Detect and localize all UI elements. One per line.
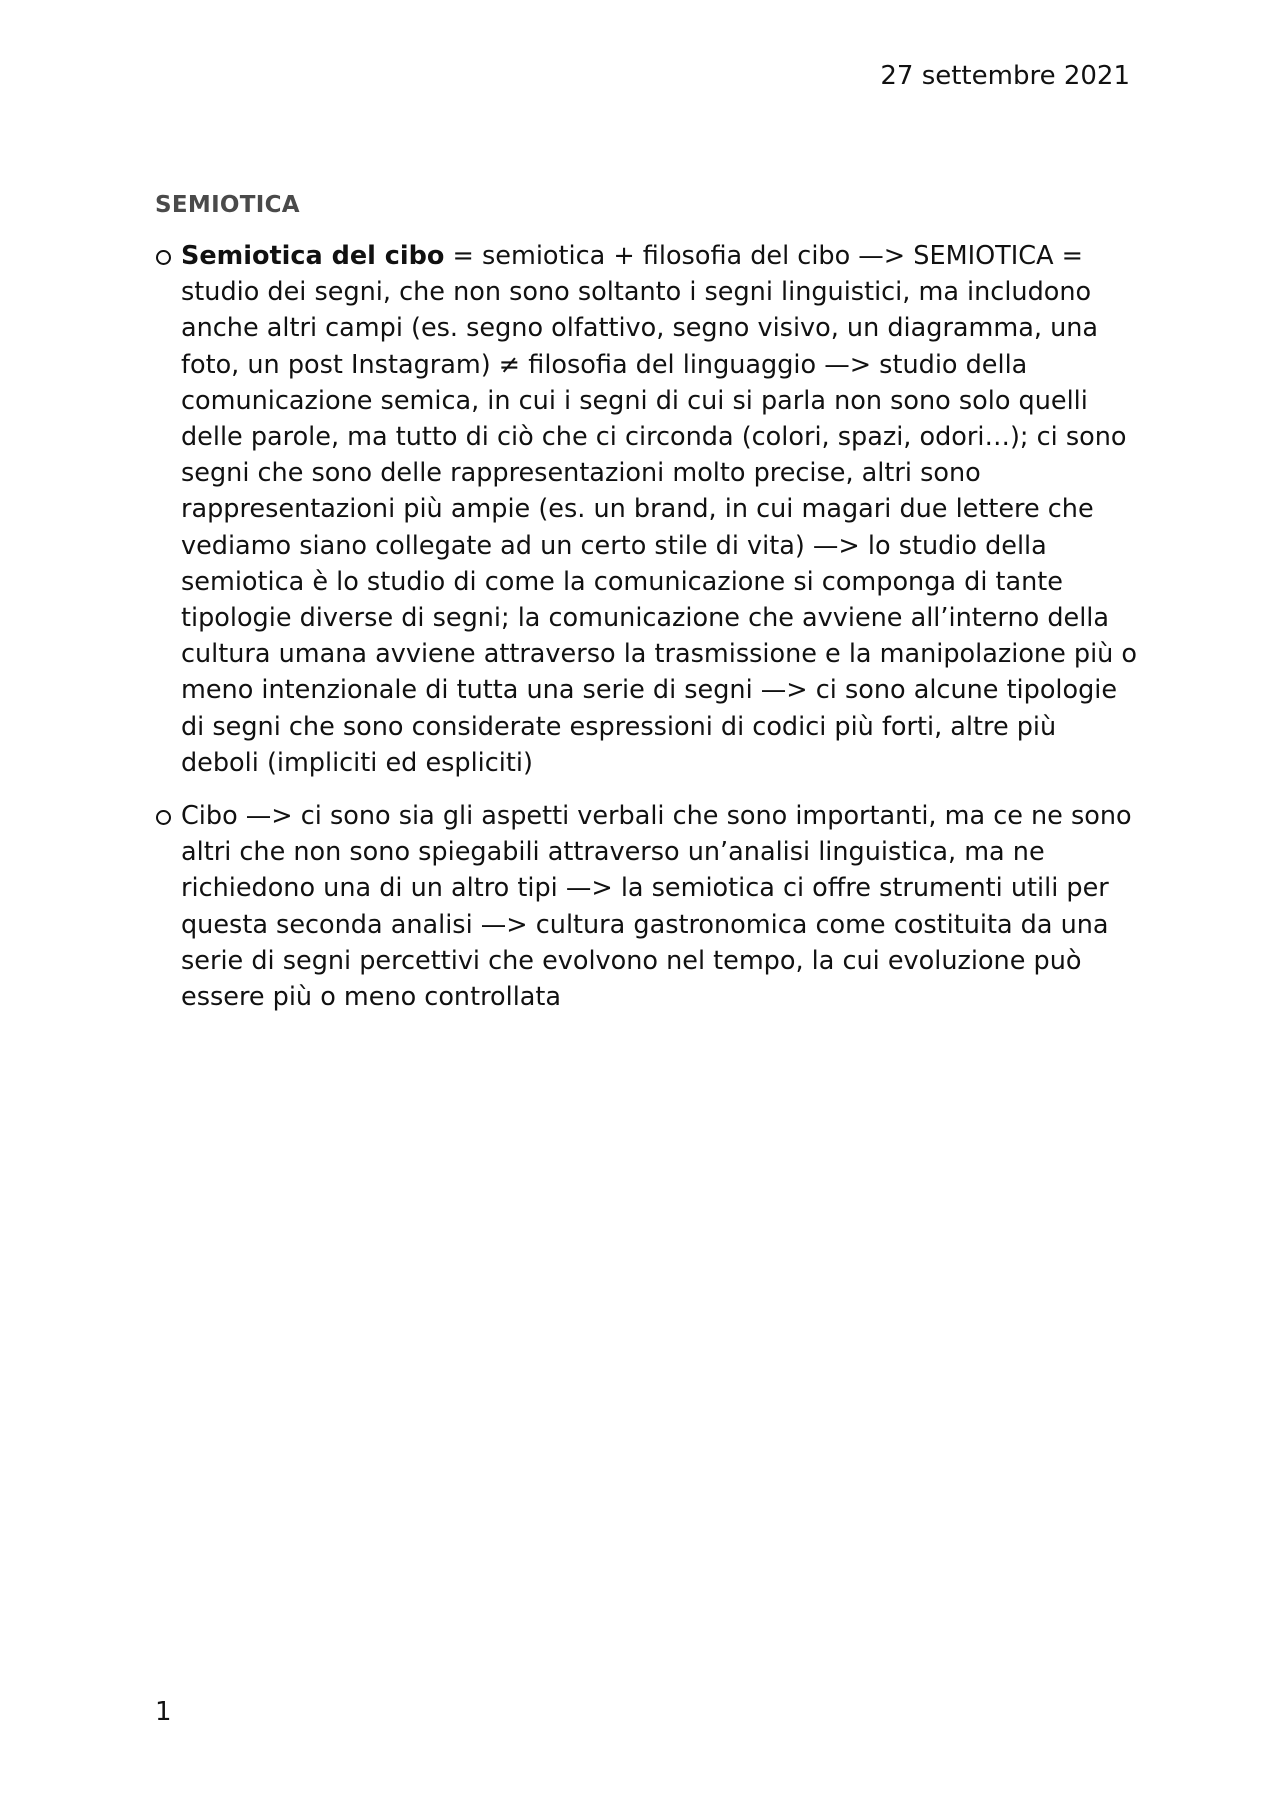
bullet-bold-term: Semiotica del cibo: [181, 241, 445, 271]
list-item: [155, 798, 1140, 1015]
bullet-list: [155, 238, 1140, 1032]
bullet-text: Cibo —> ci sono sia gli aspetti verbali che sono importanti, ma ce ne sono altri che non sono spiegabili attraverso un’analisi linguistica, ma ne richiedono una di un altro tipi —> la semiotica ci offre strumenti utili per questa seconda analisi —> cultura gastronomica come costituita da una serie di segni percettivi che evolvono nel tempo, la cui evoluzione può essere più o meno controllata: [181, 801, 1132, 1013]
hollow-circle-bullet-icon: [156, 250, 171, 265]
hollow-circle-bullet-icon: [156, 810, 171, 825]
document-date: 27 settembre 2021: [880, 61, 1130, 91]
list-item: [155, 238, 1140, 781]
section-heading: SEMIOTICA: [155, 192, 300, 218]
page-number: 1: [155, 1697, 172, 1727]
bullet-text: = semiotica + filosofia del cibo —> SEMIOTICA = studio dei segni, che non sono soltanto i segni linguistici, ma includono anche altri campi (es. segno olfattivo, segno visivo, un diagramma, una foto, un post Instagram) ≠ filosofia del linguaggio —> studio della comunicazione semica, in cui i segni di cui si parla non sono solo quelli delle parole, ma tutto di ciò che ci circonda (colori, spazi, odori…); ci sono segni che sono delle rappresentazioni molto precise, altri sono rappresentazioni più ampie (es. un brand, in cui magari due lettere che vediamo siano collegate ad un certo stile di vita) —> lo studio della semiotica è lo studio di come la comunicazione si componga di tante tipologie diverse di segni; la comunicazione che avviene all’interno della cultura umana avviene attraverso la trasmissione e la manipolazione più o meno intenzionale di tutta una serie di segni —> ci sono alcune tipologie di segni che sono considerate espressioni di codici più forti, altre più deboli (impliciti ed espliciti): [181, 241, 1138, 778]
